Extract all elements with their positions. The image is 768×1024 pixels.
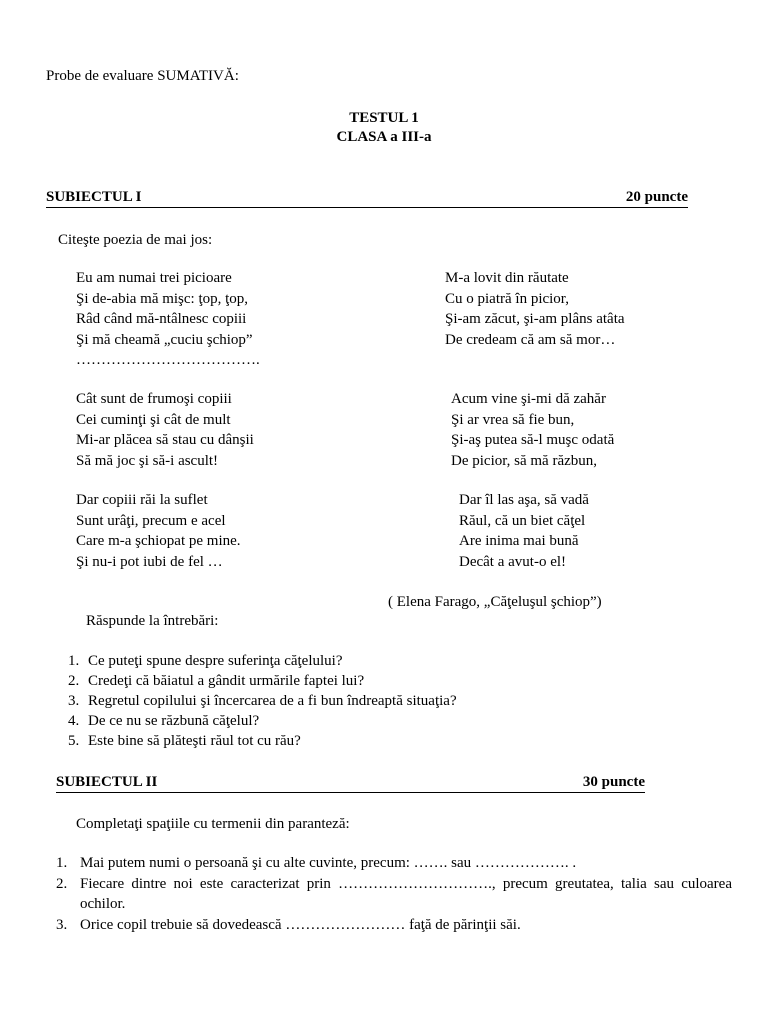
list-item: 2. Credeţi că băiatul a gândit urmările faptei lui? [68,673,365,689]
poem-line: ………………………………. [76,352,260,368]
list-item: 1. Mai putem numi o persoană şi cu alte cuvinte, precum: ……. sau ………………. . [56,855,577,871]
poem-line: Mi-ar plăcea să stau cu dânşii [76,432,254,448]
fill-instruction: Completaţi spaţiile cu termenii din paranteză: [76,816,350,832]
poem-line: Dar îl las aşa, să vadă [459,492,589,508]
poem-line: De credeam că am să mor… [445,331,616,348]
poem-line: Cei cuminţi şi cât de mult [76,411,231,428]
poem-line: Să mă joc şi să-i ascult! [76,452,219,469]
poem-attribution: ( Elena Farago, „Căţeluşul şchiop”) [388,594,602,610]
class-title: CLASA a III-a [336,129,432,145]
poem-stanza-left-3 [76,490,241,572]
poem-stanza-left-2 [76,389,254,471]
list-item: 4. De ce nu se răzbună căţelul? [68,713,260,729]
poem-line: Dar copiii răi la suflet [76,492,208,508]
poem-stanza-right-3 [459,490,589,572]
poem-stanza-right-1 [445,268,625,350]
subject-1-heading [46,188,688,208]
poem-line: Răul, că un biet căţel [459,512,586,529]
poem-stanza-right-2 [451,389,614,471]
poem-instruction: Citeşte poezia de mai jos: [58,232,213,248]
poem-line: Şi-am zăcut, şi-am plâns atâta [445,311,625,327]
subject-1-points: 20 puncte [625,189,688,205]
poem-line: Şi-aş putea să-l muşc odată [451,432,615,448]
poem-line: Eu am numai trei picioare [76,270,232,286]
subject-1-title: SUBIECTUL I [46,189,142,205]
poem-line: Acum vine şi-mi dă zahăr [451,391,606,407]
poem-line: De picior, să mă răzbun, [451,452,598,469]
poem-line: Decât a avut-o el! [459,553,567,570]
questions-list [68,651,457,751]
poem-line: Şi ar vrea să fie bun, [451,411,575,428]
poem-stanza-left-1 [76,268,260,371]
evaluation-label: Probe de evaluare SUMATIVĂ: [46,68,239,84]
poem-line: Are inima mai bună [459,533,579,549]
questions-intro: Răspunde la întrebări: [86,613,219,629]
poem-line: Cât sunt de frumoşi copiii [76,391,232,407]
fill-list [56,853,732,935]
list-item: 2. Fiecare dintre noi este caracterizat prin …………………………., precum greutatea, talia sau culoarea ochilor. [56,875,732,912]
poem-line: Şi mă cheamă „cuciu şchiop” [76,331,253,348]
subject-2-points: 30 puncte [582,774,645,790]
test-title: TESTUL 1 [349,110,419,126]
poem-line: Care m-a şchiopat pe mine. [76,533,241,549]
poem-line: Sunt urâţi, precum e acel [76,512,226,529]
poem-line: Cu o piatră în picior, [445,290,569,307]
list-item: 1. Ce puteţi spune despre suferinţa căţelului? [68,653,343,669]
list-item: 3. Regretul copilului şi încercarea de a fi bun îndreaptă situaţia? [68,693,457,709]
poem-line: M-a lovit din răutate [445,270,569,286]
poem-line: Şi de-abia mă mişc: ţop, ţop, [76,290,249,307]
list-item: 5. Este bine să plăteşti răul tot cu rău? [68,733,301,749]
subject-2-heading [56,773,645,793]
poem-line: Râd când mă-ntâlnesc copiii [76,311,247,327]
list-item: 3. Orice copil trebuie să dovedească …………………… faţă de părinţii săi. [56,916,521,933]
subject-2-title: SUBIECTUL II [56,774,158,790]
poem-line: Şi nu-i pot iubi de fel … [76,553,223,570]
